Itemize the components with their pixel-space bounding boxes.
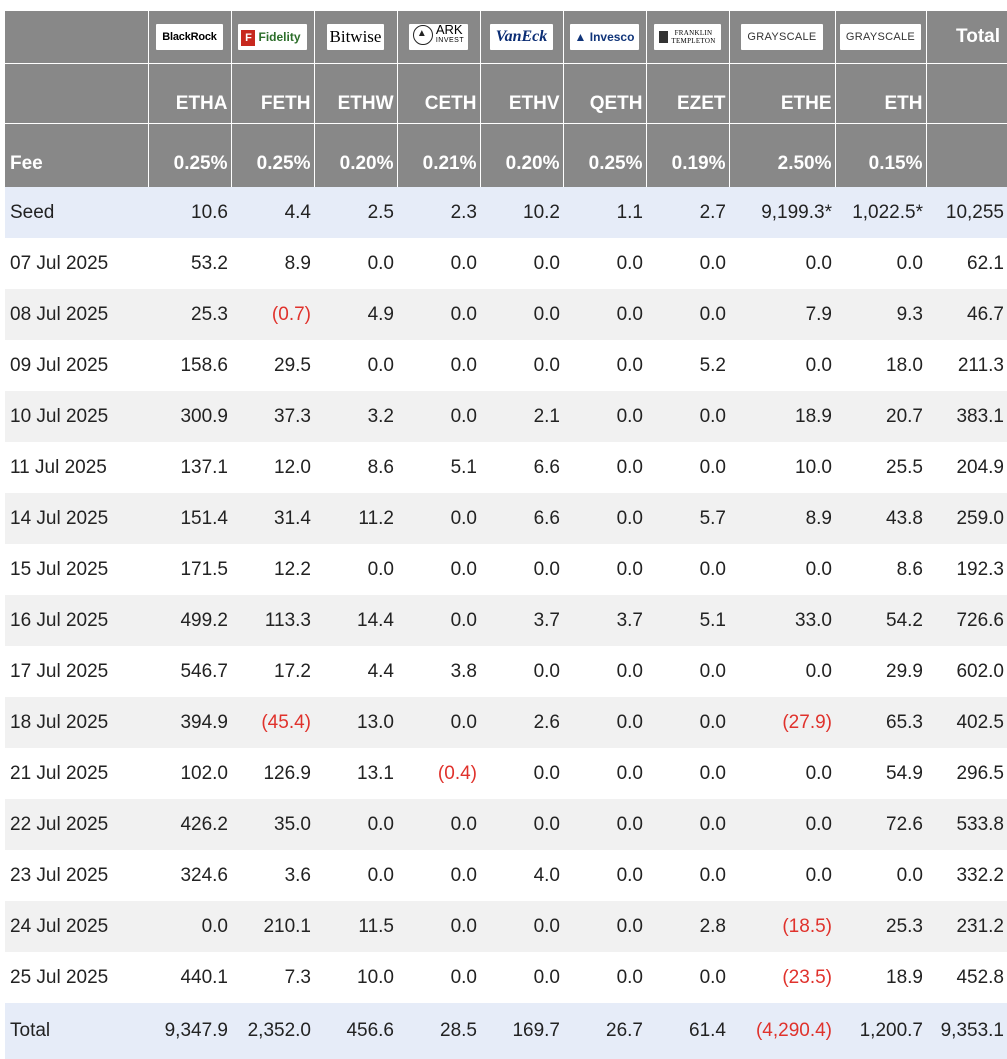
row-label: 08 Jul 2025: [5, 289, 148, 340]
flow-value-cell: 18.9: [729, 391, 835, 442]
row-total-cell: 9,353.1: [926, 1003, 1007, 1059]
flow-value-cell: 0.0: [397, 391, 480, 442]
flow-value-cell: (18.5): [729, 901, 835, 952]
ticker-row-label: [5, 64, 148, 124]
flow-value-cell: 324.6: [148, 850, 231, 901]
flow-value-cell: 0.0: [314, 238, 397, 289]
row-label: 25 Jul 2025: [5, 952, 148, 1003]
issuer-cell-fidelity: [231, 11, 314, 64]
issuer-cell-blackrock: [148, 11, 231, 64]
flow-value-cell: 25.3: [148, 289, 231, 340]
flow-value-cell: 1,022.5*: [835, 187, 926, 238]
table-row: [5, 595, 1007, 646]
flow-value-cell: 0.0: [397, 850, 480, 901]
flow-value-cell: 0.0: [563, 697, 646, 748]
flow-value-cell: 43.8: [835, 493, 926, 544]
flow-value-cell: 13.0: [314, 697, 397, 748]
flow-value-cell: 0.0: [314, 544, 397, 595]
flow-value-cell: 10.0: [314, 952, 397, 1003]
flow-value-cell: 29.5: [231, 340, 314, 391]
flow-value-cell: 0.0: [563, 748, 646, 799]
flow-value-cell: 7.9: [729, 289, 835, 340]
row-total-cell: 211.3: [926, 340, 1007, 391]
total-column-header: Total: [926, 11, 1007, 64]
flow-value-cell: 0.0: [480, 544, 563, 595]
flow-value-cell: 126.9: [231, 748, 314, 799]
flow-value-cell: 0.0: [397, 238, 480, 289]
flow-value-cell: 300.9: [148, 391, 231, 442]
flow-value-cell: 4.4: [314, 646, 397, 697]
row-total-cell: 402.5: [926, 697, 1007, 748]
row-label: 16 Jul 2025: [5, 595, 148, 646]
flow-value-cell: 0.0: [397, 901, 480, 952]
flow-value-cell: 4.9: [314, 289, 397, 340]
flow-value-cell: 0.0: [480, 646, 563, 697]
ticker-cell: ETHW: [314, 64, 397, 124]
row-total-cell: 192.3: [926, 544, 1007, 595]
flow-value-cell: 0.0: [729, 799, 835, 850]
flow-value-cell: 0.0: [480, 289, 563, 340]
flow-value-cell: 8.9: [231, 238, 314, 289]
flow-value-cell: 11.5: [314, 901, 397, 952]
flow-value-cell: 18.9: [835, 952, 926, 1003]
flow-value-cell: 5.1: [397, 442, 480, 493]
ark-logo-subtext: INVEST: [435, 37, 465, 44]
flow-value-cell: 0.0: [729, 544, 835, 595]
ticker-cell: QETH: [563, 64, 646, 124]
flow-value-cell: 0.0: [835, 238, 926, 289]
flow-value-cell: 29.9: [835, 646, 926, 697]
flow-value-cell: 3.7: [480, 595, 563, 646]
flow-value-cell: 0.0: [397, 544, 480, 595]
flow-value-cell: 499.2: [148, 595, 231, 646]
flow-value-cell: 6.6: [480, 442, 563, 493]
flow-value-cell: 0.0: [729, 748, 835, 799]
flow-value-cell: 5.1: [646, 595, 729, 646]
flow-value-cell: 0.0: [563, 850, 646, 901]
flow-value-cell: 0.0: [563, 646, 646, 697]
row-label: 14 Jul 2025: [5, 493, 148, 544]
row-total-cell: 259.0: [926, 493, 1007, 544]
flow-value-cell: 426.2: [148, 799, 231, 850]
fee-row: [5, 124, 1007, 188]
flow-value-cell: 13.1: [314, 748, 397, 799]
flow-value-cell: 72.6: [835, 799, 926, 850]
flow-value-cell: 0.0: [314, 799, 397, 850]
fee-cell: 0.19%: [646, 124, 729, 188]
row-total-cell: 296.5: [926, 748, 1007, 799]
flow-value-cell: 0.0: [563, 799, 646, 850]
fidelity-logo: [238, 24, 306, 50]
flow-value-cell: 5.2: [646, 340, 729, 391]
flow-value-cell: 0.0: [397, 952, 480, 1003]
flow-value-cell: 0.0: [729, 850, 835, 901]
flow-value-cell: 33.0: [729, 595, 835, 646]
flow-value-cell: 9,347.9: [148, 1003, 231, 1059]
row-total-cell: 204.9: [926, 442, 1007, 493]
flow-value-cell: 158.6: [148, 340, 231, 391]
flow-value-cell: 2.7: [646, 187, 729, 238]
flow-value-cell: 546.7: [148, 646, 231, 697]
flow-value-cell: 4.0: [480, 850, 563, 901]
flow-value-cell: 0.0: [480, 952, 563, 1003]
flow-value-cell: 0.0: [480, 748, 563, 799]
ticker-cell: EZET: [646, 64, 729, 124]
flow-value-cell: 10.2: [480, 187, 563, 238]
flow-value-cell: 0.0: [646, 646, 729, 697]
issuer-logo-row: [5, 11, 1007, 64]
fee-cell: 0.20%: [480, 124, 563, 188]
table-row: [5, 442, 1007, 493]
flow-value-cell: 0.0: [397, 340, 480, 391]
flow-value-cell: 10.0: [729, 442, 835, 493]
row-label: 15 Jul 2025: [5, 544, 148, 595]
row-label: 22 Jul 2025: [5, 799, 148, 850]
flow-value-cell: 456.6: [314, 1003, 397, 1059]
grayscale-logo: GRAYSCALE: [840, 24, 921, 50]
flow-value-cell: 440.1: [148, 952, 231, 1003]
flow-value-cell: (0.4): [397, 748, 480, 799]
invesco-logo-text: Invesco: [589, 30, 635, 44]
flow-value-cell: (23.5): [729, 952, 835, 1003]
flow-value-cell: 0.0: [397, 799, 480, 850]
flow-value-cell: 0.0: [646, 850, 729, 901]
etf-flow-table-container: [5, 11, 1004, 1059]
flow-value-cell: (0.7): [231, 289, 314, 340]
fee-label: Fee: [5, 124, 148, 188]
flow-value-cell: 9.3: [835, 289, 926, 340]
ticker-cell: ETH: [835, 64, 926, 124]
flow-value-cell: (27.9): [729, 697, 835, 748]
flow-value-cell: 3.7: [563, 595, 646, 646]
row-label: 17 Jul 2025: [5, 646, 148, 697]
flow-value-cell: 11.2: [314, 493, 397, 544]
flow-value-cell: 25.5: [835, 442, 926, 493]
flow-value-cell: 0.0: [563, 238, 646, 289]
flow-value-cell: 1.1: [563, 187, 646, 238]
row-label: 21 Jul 2025: [5, 748, 148, 799]
ticker-cell: CETH: [397, 64, 480, 124]
total-row: [5, 1003, 1007, 1059]
row-total-cell: 602.0: [926, 646, 1007, 697]
flow-value-cell: 394.9: [148, 697, 231, 748]
franklin-emblem-icon: [659, 31, 668, 43]
row-label: 24 Jul 2025: [5, 901, 148, 952]
flow-value-cell: 0.0: [646, 697, 729, 748]
flow-value-cell: 0.0: [729, 238, 835, 289]
flow-value-cell: 0.0: [563, 952, 646, 1003]
flow-value-cell: 7.3: [231, 952, 314, 1003]
flow-value-cell: 31.4: [231, 493, 314, 544]
table-row: [5, 289, 1007, 340]
issuer-cell-grayscale-eth: [835, 11, 926, 64]
table-row: [5, 799, 1007, 850]
ark-logo-text: ARK: [435, 22, 463, 37]
row-label: Total: [5, 1003, 148, 1059]
bitwise-logo: Bitwise: [327, 24, 385, 50]
flow-value-cell: 26.7: [563, 1003, 646, 1059]
ticker-cell-empty: [926, 64, 1007, 124]
row-total-cell: 46.7: [926, 289, 1007, 340]
fee-cell: 0.25%: [148, 124, 231, 188]
fidelity-logo-text: Fidelity: [258, 30, 301, 44]
row-total-cell: 231.2: [926, 901, 1007, 952]
table-row: [5, 544, 1007, 595]
table-row: [5, 850, 1007, 901]
row-total-cell: 383.1: [926, 391, 1007, 442]
row-total-cell: 452.8: [926, 952, 1007, 1003]
row-label: Seed: [5, 187, 148, 238]
eth-etf-flows-table: [5, 11, 1007, 1059]
flow-value-cell: 113.3: [231, 595, 314, 646]
issuer-cell-invesco: [563, 11, 646, 64]
table-row: [5, 238, 1007, 289]
header-corner: [5, 11, 148, 64]
flow-value-cell: 8.9: [729, 493, 835, 544]
franklin-logo-line1: FRANKLIN: [674, 29, 713, 37]
flow-value-cell: 0.0: [563, 391, 646, 442]
row-label: 18 Jul 2025: [5, 697, 148, 748]
ark-invest-logo: [409, 24, 468, 50]
flow-value-cell: 0.0: [646, 391, 729, 442]
fee-cell: 0.20%: [314, 124, 397, 188]
issuer-cell-ark: [397, 11, 480, 64]
flow-value-cell: 3.2: [314, 391, 397, 442]
flow-value-cell: 0.0: [397, 493, 480, 544]
flow-value-cell: 0.0: [646, 238, 729, 289]
flow-value-cell: 37.3: [231, 391, 314, 442]
flow-value-cell: 5.7: [646, 493, 729, 544]
flow-value-cell: 137.1: [148, 442, 231, 493]
flow-value-cell: 102.0: [148, 748, 231, 799]
fee-cell: 0.15%: [835, 124, 926, 188]
flow-value-cell: 0.0: [646, 289, 729, 340]
flow-value-cell: 0.0: [148, 901, 231, 952]
row-total-cell: 10,255: [926, 187, 1007, 238]
issuer-cell-grayscale-ethe: [729, 11, 835, 64]
ticker-cell: ETHV: [480, 64, 563, 124]
fee-cell: 0.21%: [397, 124, 480, 188]
ark-ring-icon: [413, 25, 433, 45]
flow-value-cell: 53.2: [148, 238, 231, 289]
franklin-logo-line2: TEMPLETON: [671, 37, 716, 45]
flow-value-cell: 0.0: [480, 340, 563, 391]
table-row: [5, 646, 1007, 697]
fidelity-f-icon: F: [241, 30, 255, 46]
flow-value-cell: 171.5: [148, 544, 231, 595]
row-label: 10 Jul 2025: [5, 391, 148, 442]
flow-value-cell: 20.7: [835, 391, 926, 442]
flow-value-cell: (45.4): [231, 697, 314, 748]
row-label: 07 Jul 2025: [5, 238, 148, 289]
flow-value-cell: 0.0: [646, 442, 729, 493]
flow-value-cell: 17.2: [231, 646, 314, 697]
flow-value-cell: 2.3: [397, 187, 480, 238]
flow-value-cell: 12.0: [231, 442, 314, 493]
flow-value-cell: 54.2: [835, 595, 926, 646]
flow-value-cell: 0.0: [480, 238, 563, 289]
flow-value-cell: 1,200.7: [835, 1003, 926, 1059]
ticker-cell: FETH: [231, 64, 314, 124]
row-total-cell: 62.1: [926, 238, 1007, 289]
issuer-cell-franklin: [646, 11, 729, 64]
flow-value-cell: 2,352.0: [231, 1003, 314, 1059]
issuer-cell-vaneck: [480, 11, 563, 64]
flow-value-cell: 0.0: [314, 340, 397, 391]
fee-cell: 0.25%: [563, 124, 646, 188]
ticker-cell: ETHA: [148, 64, 231, 124]
flow-value-cell: 3.6: [231, 850, 314, 901]
flow-value-cell: 2.6: [480, 697, 563, 748]
flow-value-cell: 4.4: [231, 187, 314, 238]
flow-value-cell: 0.0: [563, 901, 646, 952]
flow-value-cell: (4,290.4): [729, 1003, 835, 1059]
blackrock-logo: BlackRock: [156, 24, 222, 50]
flow-value-cell: 12.2: [231, 544, 314, 595]
flow-value-cell: 0.0: [563, 340, 646, 391]
flow-value-cell: 28.5: [397, 1003, 480, 1059]
row-total-cell: 332.2: [926, 850, 1007, 901]
flow-value-cell: 0.0: [835, 850, 926, 901]
flow-value-cell: 8.6: [835, 544, 926, 595]
ticker-cell: ETHE: [729, 64, 835, 124]
table-row: [5, 697, 1007, 748]
table-row: [5, 748, 1007, 799]
seed-row: [5, 187, 1007, 238]
flow-value-cell: 151.4: [148, 493, 231, 544]
flow-value-cell: 0.0: [729, 340, 835, 391]
flow-value-cell: 0.0: [729, 646, 835, 697]
row-label: 23 Jul 2025: [5, 850, 148, 901]
issuer-cell-bitwise: [314, 11, 397, 64]
ticker-row: [5, 64, 1007, 124]
flow-value-cell: 2.5: [314, 187, 397, 238]
flow-value-cell: 0.0: [480, 799, 563, 850]
flow-value-cell: 0.0: [563, 442, 646, 493]
flow-value-cell: 0.0: [646, 748, 729, 799]
flow-value-cell: 6.6: [480, 493, 563, 544]
flow-value-cell: 0.0: [646, 544, 729, 595]
flow-value-cell: 2.8: [646, 901, 729, 952]
flow-value-cell: 0.0: [397, 595, 480, 646]
table-row: [5, 391, 1007, 442]
flow-value-cell: 210.1: [231, 901, 314, 952]
grayscale-logo: GRAYSCALE: [741, 24, 822, 50]
flow-value-cell: 18.0: [835, 340, 926, 391]
flow-value-cell: 8.6: [314, 442, 397, 493]
flow-value-cell: 0.0: [314, 850, 397, 901]
flow-value-cell: 0.0: [480, 901, 563, 952]
flow-value-cell: 14.4: [314, 595, 397, 646]
table-row: [5, 952, 1007, 1003]
vaneck-logo: VanEck: [490, 24, 554, 50]
fee-cell-empty: [926, 124, 1007, 188]
flow-value-cell: 0.0: [646, 952, 729, 1003]
invesco-mark-icon: ▲: [574, 30, 590, 44]
row-label: 09 Jul 2025: [5, 340, 148, 391]
flow-value-cell: 25.3: [835, 901, 926, 952]
table-row: [5, 493, 1007, 544]
flow-value-cell: 9,199.3*: [729, 187, 835, 238]
flow-rows: [5, 187, 1007, 1059]
flow-value-cell: 3.8: [397, 646, 480, 697]
flow-value-cell: 0.0: [397, 697, 480, 748]
table-row: [5, 901, 1007, 952]
flow-value-cell: 10.6: [148, 187, 231, 238]
flow-value-cell: 65.3: [835, 697, 926, 748]
flow-value-cell: 0.0: [563, 289, 646, 340]
flow-value-cell: 0.0: [397, 289, 480, 340]
flow-value-cell: 61.4: [646, 1003, 729, 1059]
fee-cell: 0.25%: [231, 124, 314, 188]
franklin-templeton-logo: [654, 24, 720, 50]
table-row: [5, 340, 1007, 391]
flow-value-cell: 0.0: [563, 544, 646, 595]
flow-value-cell: 54.9: [835, 748, 926, 799]
flow-value-cell: 0.0: [646, 799, 729, 850]
row-label: 11 Jul 2025: [5, 442, 148, 493]
row-total-cell: 726.6: [926, 595, 1007, 646]
invesco-logo: [570, 24, 640, 50]
row-total-cell: 533.8: [926, 799, 1007, 850]
flow-value-cell: 169.7: [480, 1003, 563, 1059]
flow-value-cell: 35.0: [231, 799, 314, 850]
flow-value-cell: 2.1: [480, 391, 563, 442]
flow-value-cell: 0.0: [563, 493, 646, 544]
fee-cell: 2.50%: [729, 124, 835, 188]
